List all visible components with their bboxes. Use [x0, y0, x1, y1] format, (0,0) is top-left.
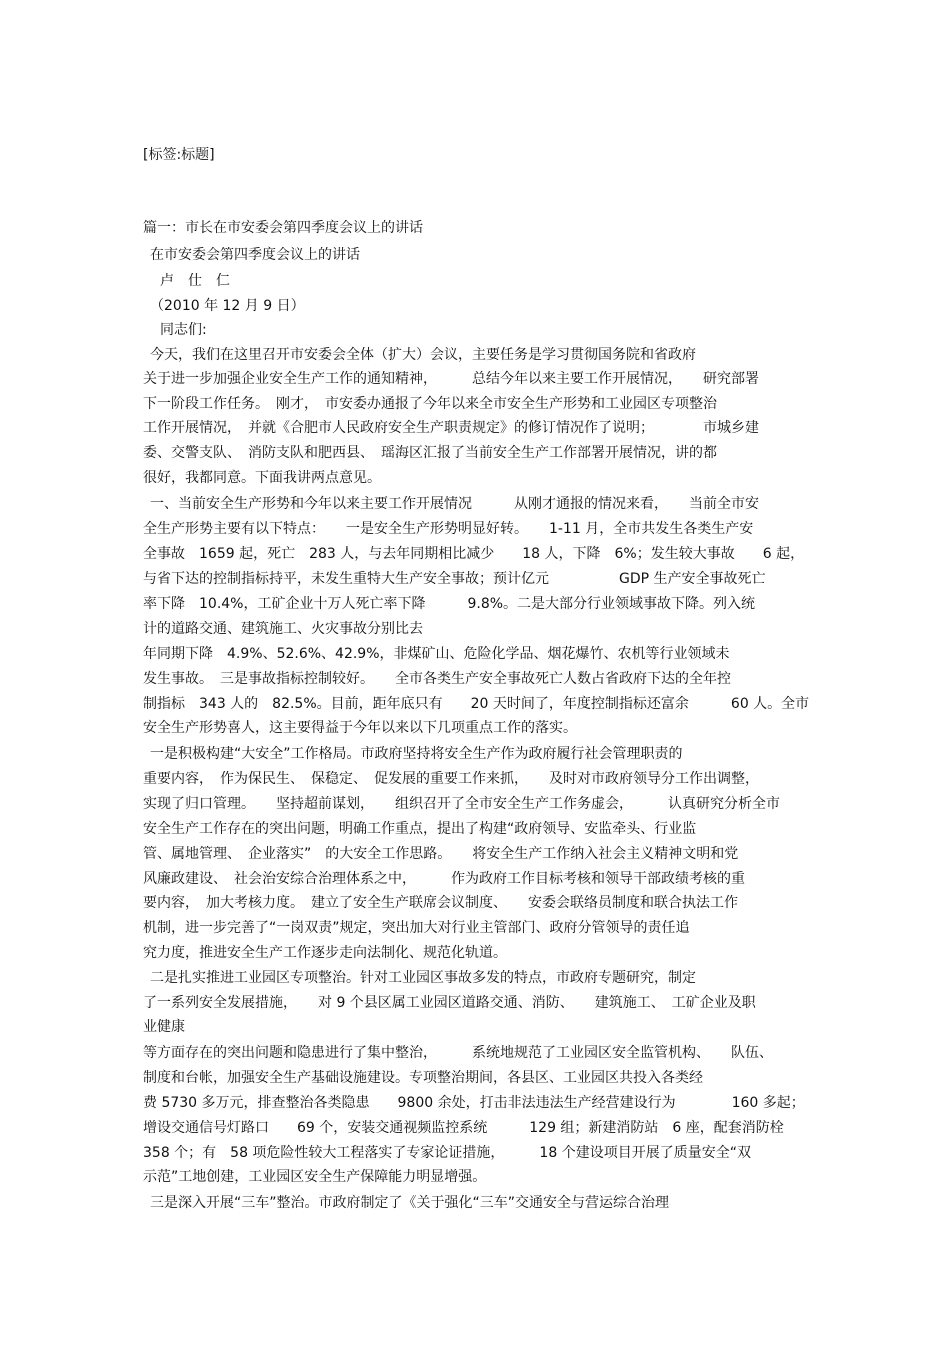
tag-label: [标签:标题] — [143, 147, 215, 163]
paragraph-line: 计的道路交通、建筑施工、火灾事故分别比去 — [143, 621, 423, 637]
paragraph-line: 制度和台帐，加强安全生产基础设施建设。专项整治期间，各县区、工业园区共投入各类经 — [143, 1070, 703, 1086]
paragraph-line: 三是深入开展“三车”整治。市政府制定了《关于强化“三车”交通安全与营运综合治理 — [150, 1195, 670, 1211]
paragraph-line: 很好，我都同意。下面我讲两点意见。 — [143, 470, 381, 486]
paragraph-line: 重要内容， 作为保民生、 保稳定、 促发展的重要工作来抓， 及时对市政府领导分工作出调整， — [143, 771, 759, 787]
article-salutation: 同志们: — [160, 322, 207, 338]
paragraph-line: 安全生产工作存在的突出问题，明确工作重点，提出了构建“政府领导、安监牵头、行业监 — [143, 821, 697, 837]
paragraph-line: 究力度，推进安全生产工作逐步走向法制化、规范化轨道。 — [143, 945, 507, 961]
paragraph-line: 二是扎实推进工业园区专项整治。针对工业园区事故多发的特点，市政府专题研究，制定 — [150, 970, 696, 986]
paragraph-line: 关于进一步加强企业安全生产工作的通知精神， 总结今年以来主要工作开展情况， 研究部署 — [143, 371, 759, 387]
paragraph-line: 全生产形势主要有以下特点： 一是安全生产形势明显好转。 1-11 月，全市共发生各类生产安 — [143, 521, 754, 537]
paragraph-line: 机制，进一步完善了“一岗双责”规定，突出加大对行业主管部门、政府分管领导的责任追 — [143, 920, 690, 936]
paragraph-line: 费 5730 多万元，排查整治各类隐患 9800 余处，打击非法违法生产经营建设行为 160 多起； — [143, 1095, 805, 1111]
article-heading: 篇一：市长在市安委会第四季度会议上的讲话 — [143, 220, 423, 236]
paragraph-line: 增设交通信号灯路口 69 个，安装交通视频监控系统 129 组；新建消防站 6 座，配套消防栓 — [143, 1120, 784, 1136]
article-subheading: 在市安委会第四季度会议上的讲话 — [150, 247, 360, 263]
paragraph-line: 了一系列安全发展措施， 对 9 个县区属工业园区道路交通、消防、 建筑施工、 工矿企业及职 — [143, 995, 756, 1011]
paragraph-line: 发生事故。 三是事故指标控制较好。 全市各类生产安全事故死亡人数占省政府下达的全年控 — [143, 671, 731, 687]
paragraph-line: 与省下达的控制指标持平，未发生重特大生产安全事故；预计亿元 GDP 生产安全事故死亡 — [143, 571, 766, 587]
paragraph-line: 委、交警支队、 消防支队和肥西县、 瑶海区汇报了当前安全生产工作部署开展情况，讲的都 — [143, 445, 717, 461]
paragraph-line: 年同期下降 4.9%、52.6%、42.9%，非煤矿山、危险化学品、烟花爆竹、农机等行业领域未 — [143, 646, 730, 662]
paragraph-line: 要内容， 加大考核力度。 建立了安全生产联席会议制度、 安委会联络员制度和联合执法工作 — [143, 895, 738, 911]
paragraph-line: 全事故 1659 起，死亡 283 人，与去年同期相比减少 18 人，下降 6%；发生较大事故 6 起， — [143, 546, 805, 562]
paragraph-line: 风廉政建设、 社会治安综合治理体系之中， 作为政府工作目标考核和领导干部政绩考核的重 — [143, 871, 745, 887]
paragraph-line: 率下降 10.4%，工矿企业十万人死亡率下降 9.8%。二是大部分行业领域事故下降。列入统 — [143, 596, 756, 612]
article-date: （2010 年 12 月 9 日） — [150, 298, 305, 314]
paragraph-line: 业健康 — [143, 1019, 185, 1035]
paragraph-line: 制指标 343 人的 82.5%。目前，距年底只有 20 天时间了，年度控制指标还富余 60 人。全市 — [143, 696, 810, 712]
paragraph-line: 358 个；有 58 项危险性较大工程落实了专家论证措施， 18 个建设项目开展了质量安全“双 — [143, 1145, 751, 1161]
paragraph-line: 等方面存在的突出问题和隐患进行了集中整治， 系统地规范了工业园区安全监管机构、 队伍、 — [143, 1045, 773, 1061]
paragraph-line: 一、当前安全生产形势和今年以来主要工作开展情况 从刚才通报的情况来看， 当前全市安 — [150, 496, 759, 512]
paragraph-line: 示范”工地创建，工业园区安全生产保障能力明显增强。 — [143, 1169, 487, 1185]
paragraph-line: 下一阶段工作任务。 刚才， 市安委办通报了今年以来全市安全生产形势和工业园区专项整治 — [143, 396, 717, 412]
paragraph-line: 管、属地管理、 企业落实” 的大安全工作思路。 将安全生产工作纳入社会主义精神文明和党 — [143, 846, 739, 862]
paragraph-line: 工作开展情况， 并就《合肥市人民政府安全生产职责规定》的修订情况作了说明； 市城乡建 — [143, 420, 759, 436]
article-author: 卢 仕 仁 — [160, 273, 230, 289]
paragraph-line: 安全生产形势喜人，这主要得益于今年以来以下几项重点工作的落实。 — [143, 720, 577, 736]
paragraph-line: 一是积极构建“大安全”工作格局。市政府坚持将安全生产作为政府履行社会管理职责的 — [150, 746, 683, 762]
paragraph-line: 今天，我们在这里召开市安委会全体（扩大）会议，主要任务是学习贯彻国务院和省政府 — [150, 347, 696, 363]
paragraph-line: 实现了归口管理。 坚持超前谋划， 组织召开了全市安全生产工作务虚会， 认真研究分析全市 — [143, 796, 780, 812]
